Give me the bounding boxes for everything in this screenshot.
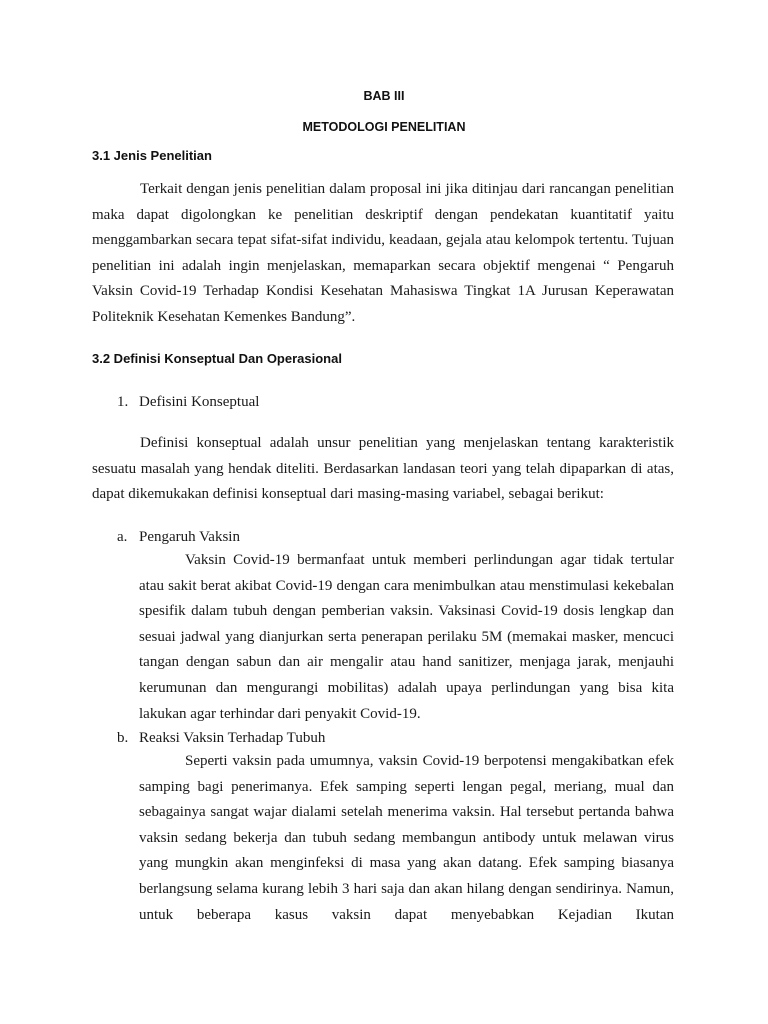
pengaruh-vaksin-paragraph: Vaksin Covid-19 bermanfaat untuk memberi perlindungan agar tidak tertular atau sakit berat akibat Covid-19 dengan cara menimbulkan atau menstimulasi kekebalan spesifik dalam tubuh dengan pemberian vaksin. Vaksinasi Covid-19 dosis lengkap dan sesuai jadwal yang dianjurkan serta penerapan perilaku 5M (memakai masker, mencuci tangan dengan sabun dan air mengalir atau hand sanitizer, menjaga jarak, menjauhi kerumunan dan mengurangi mobilitas) adalah upaya perlindungan yang bisa kita lakukan agar terhindar dari penyakit Covid-19. xyxy=(139,552,674,722)
section-heading-3-1: 3.1 Jenis Penelitian xyxy=(92,148,212,163)
sub-item-label: Reaksi Vaksin Terhadap Tubuh xyxy=(139,730,326,746)
sub-item-marker: a. xyxy=(117,529,128,545)
sub-item-marker: b. xyxy=(117,730,129,746)
sub-item-label: Pengaruh Vaksin xyxy=(139,529,240,545)
section-heading-3-2: 3.2 Definisi Konseptual Dan Operasional xyxy=(92,351,342,366)
chapter-title: METODOLOGI PENELITIAN xyxy=(302,120,466,134)
item-number: 1. xyxy=(117,394,129,410)
jenis-penelitian-paragraph: Terkait dengan jenis penelitian dalam proposal ini jika ditinjau dari rancangan penelitian maka dapat digolongkan ke penelitian deskriptif dengan pendekatan kuantitatif yaitu menggambarkan secara tepat sifat-sifat individu, keadaan, gejala atau kelompok tertentu. Tujuan penelitian ini adalah ingin menjelaskan, memaparkan secara objektif mengenai “ Pengaruh Vaksin Covid-19 Terhadap Kondisi Kesehatan Mahasiswa Tingkat 1A Jurusan Keperawatan Politeknik Kesehatan Kemenkes Bandung”. xyxy=(92,181,674,325)
reaksi-vaksin-paragraph: Seperti vaksin pada umumnya, vaksin Covid-19 berpotensi mengakibatkan efek samping bagi penerimanya. Efek samping seperti lengan pegal, meriang, mual dan sebagainya sangat wajar dialami setelah menerima vaksin. Hal tersebut pertanda bahwa vaksin sedang bekerja dan tubuh sedang membangun antibody untuk melawan virus yang mungkin akan menginfeksi di masa yang akan datang. Efek samping biasanya berlangsung selama kurang lebih 3 hari saja dan akan hilang dengan sendirinya. Namun, untuk beberapa kasus vaksin dapat menyebabkan Kejadian Ikutan xyxy=(139,753,674,923)
definisi-konseptual-paragraph: Definisi konseptual adalah unsur penelitian yang menjelaskan tentang karakteristik sesuatu masalah yang hendak diteliti. Berdasarkan landasan teori yang telah dipaparkan di atas, dapat dikemukakan definisi konseptual dari masing-masing variabel, sebagai berikut: xyxy=(92,435,674,503)
item-label: Defisini Konseptual xyxy=(139,394,260,410)
chapter-label: BAB III xyxy=(363,89,405,103)
